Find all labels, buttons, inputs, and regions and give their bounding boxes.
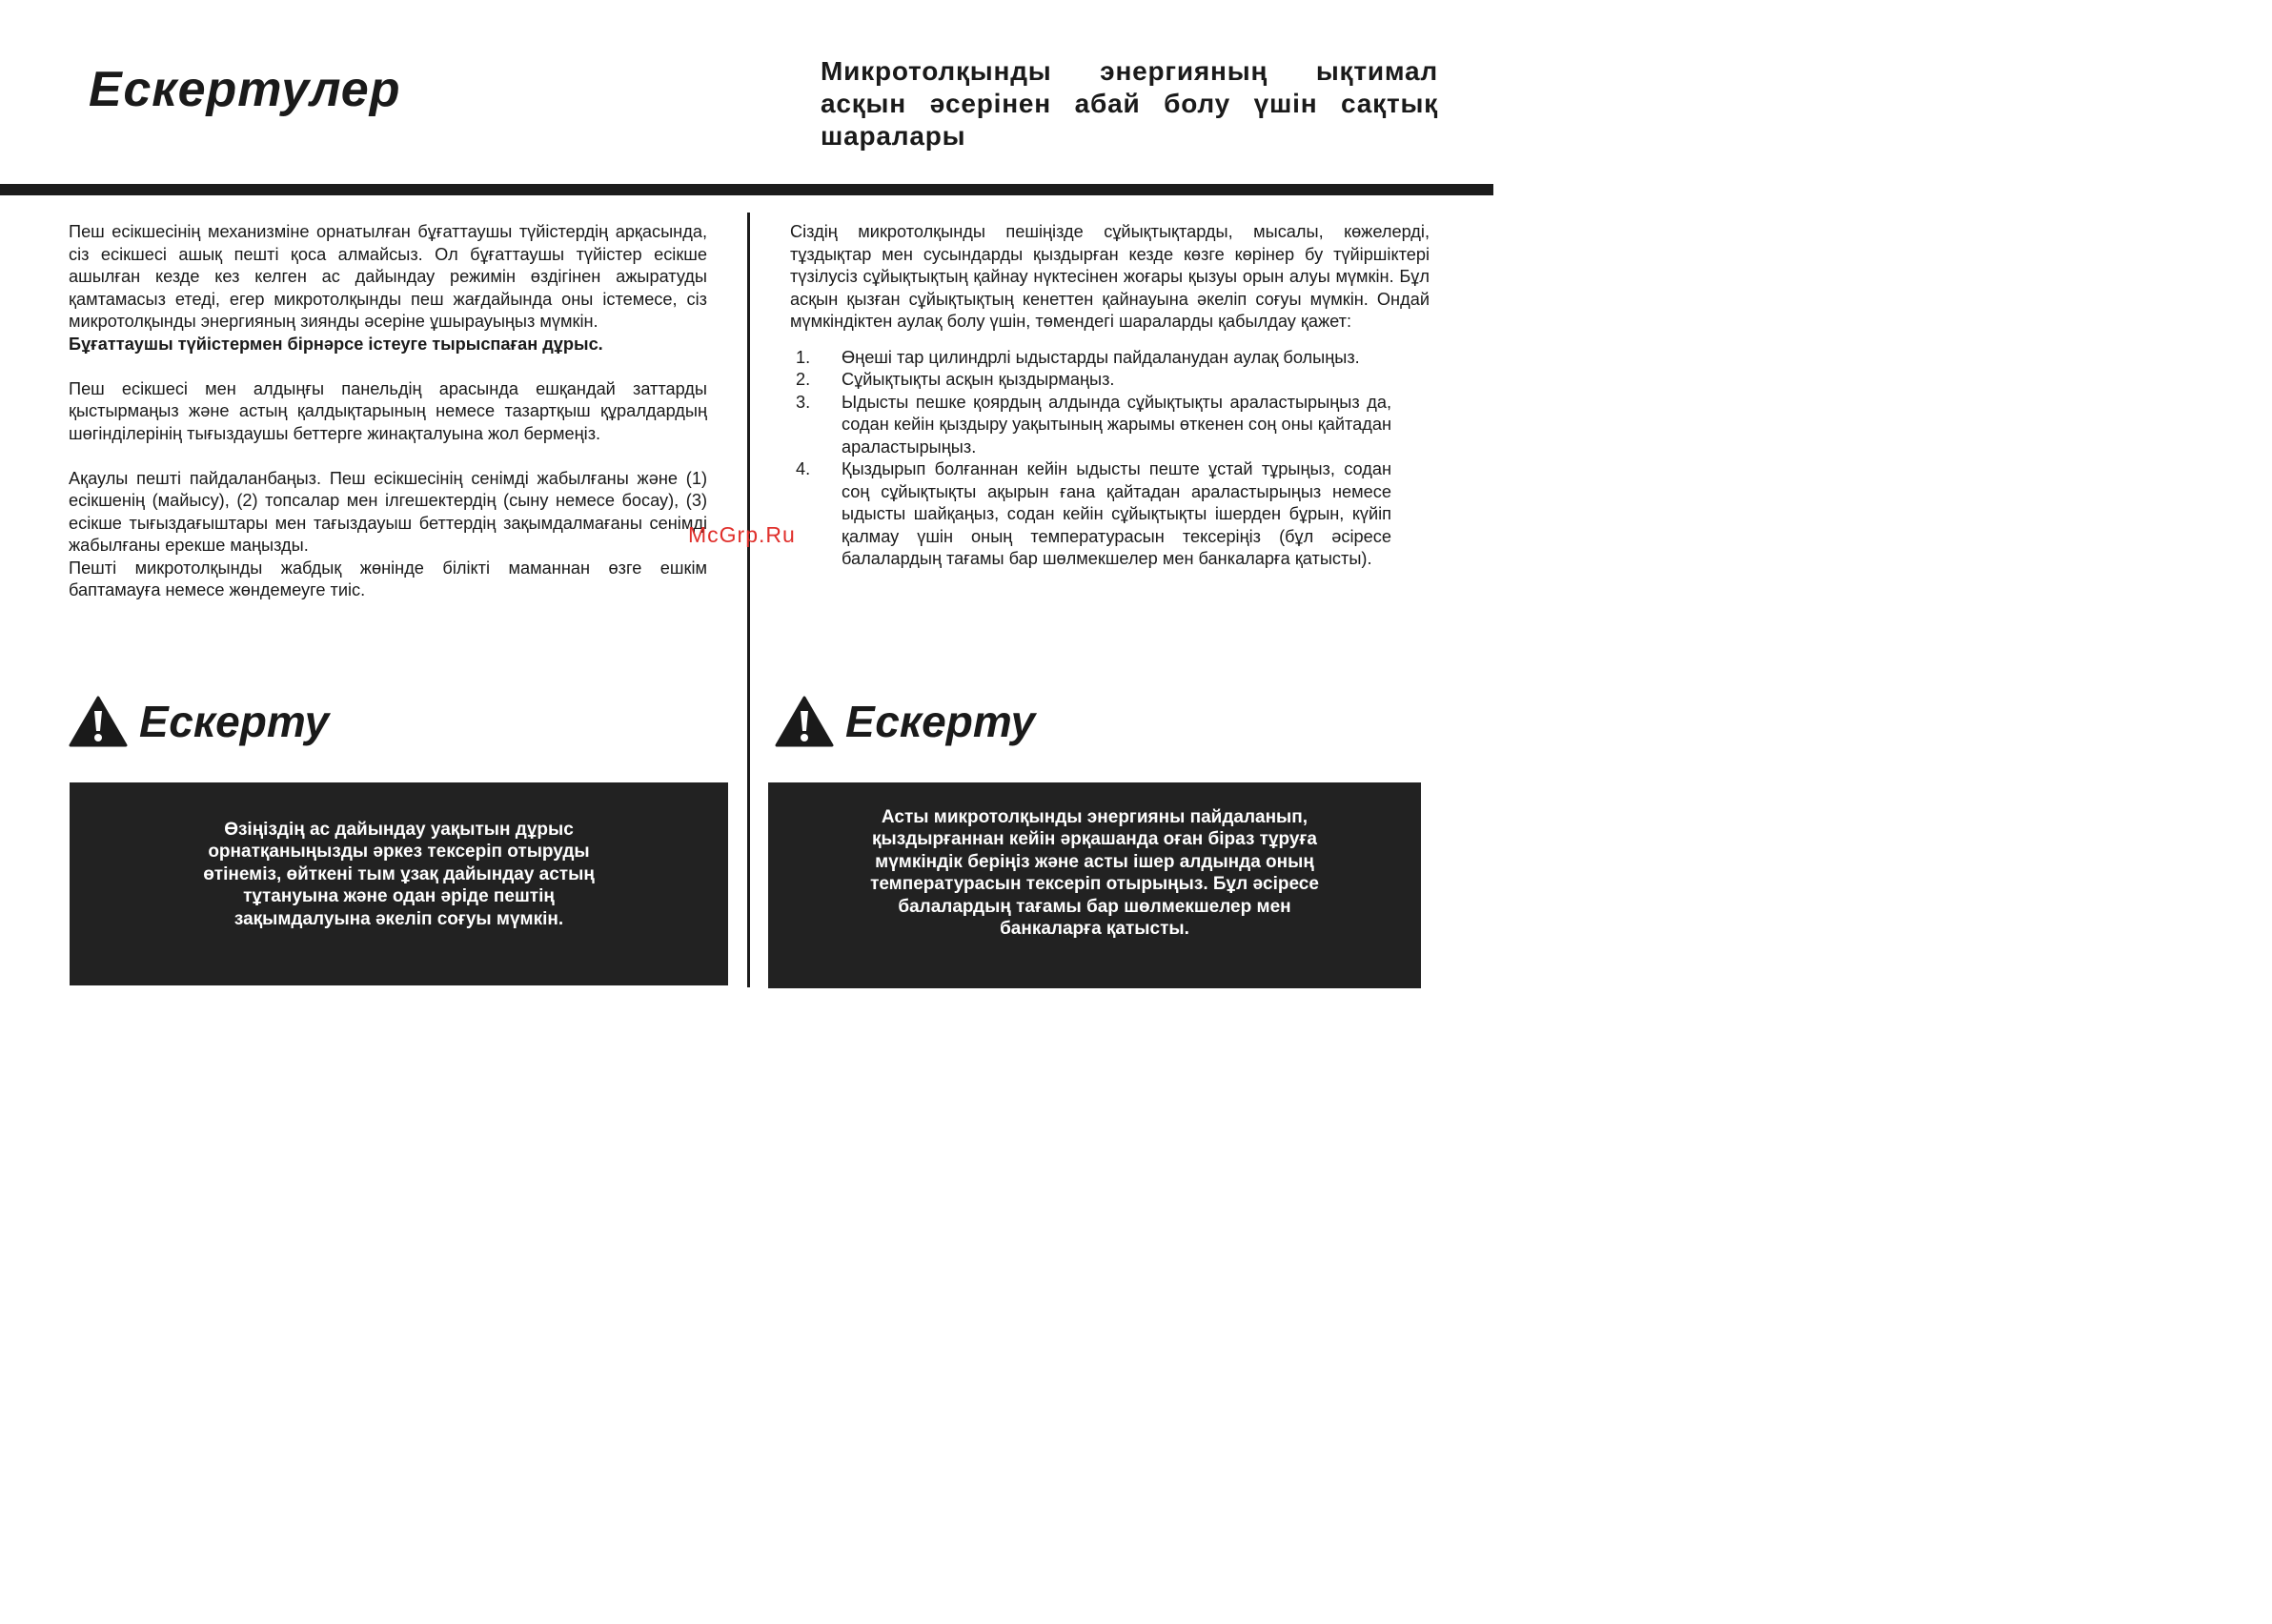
warning-triangle-icon [69,696,128,747]
list-item-text: Сұйықтықты асқын қыздырмаңыз. [842,370,1115,389]
left-column [69,221,707,602]
warning-heading-left [69,696,329,747]
list-item-text: Ыдысты пешке қоярдың алдында сұйықтықты араластырыңыз да, содан кейін қыздыру уақытының жарымы өткенен соң оны қайтадан араластырыңыз. [842,392,1391,457]
standing-time-warning-box [768,782,1421,988]
service-paragraph: Пешті микротолқынды жабдық жөнінде білікті маманнан өзге ешкім баптамауға немесе жөндемеуге тиіс. [69,558,707,599]
page-title: Ескертулер [89,62,401,117]
column-divider [747,213,750,987]
door-gap-paragraph: Пеш есікшесі мен алдыңғы панельдің арасында ешқандай заттарды қыстырмаңыз және астың қалдықтарының немесе тазартқыш құралдардың шөгінділерінің тығыздаушы беттерге жинақталуына жол бермеңіз. [69,378,707,443]
superheating-intro: Сіздің микротолқынды пешіңізде сұйықтықтарды, мысалы, көжелерді, тұздықтар мен сусындарды қыздырған кезде көзге көрінер бу түйіршіктері түзілусіз сұйықтықтың қайнау нүктесінен жоғары қызуы орын алуы мүмкін. Бұл асқын қызған сұйықтықтың кенеттен қайнауына әкеліп соғуы мүмкін. Ондай мүмкіндіктен аулақ болу үшін, төмендегі шараларды қабылдау қажет: [790,222,1430,331]
page-subtitle: Микротолқынды энергияның ықтимал асқын әсерінен абай болу үшін сақтық шаралары [821,56,1438,151]
warning-heading-right [775,696,1035,747]
list-item-number: 1. [796,347,811,367]
list-item-number: 3. [796,392,811,412]
right-column [790,221,1430,571]
interlock-paragraph: Пеш есікшесінің механизміне орнатылған бұғаттаушы түйістердің арқасында, сіз есікшесі ашық пешті қоса алмайсыз. Ол бұғаттаушы түйістер есікше ашылған кезде кез келген ас дайындау режимін өздігінен ажыратуды қамтамасыз етеді, егер микротолқынды пеш жағдайында оны істемесе, сіз микротолқынды энергияның зиянды әсеріне ұшырауыңыз мүмкін. [69,222,707,331]
precautions-list [790,347,1391,571]
warning-text: Өзіңіздің ас дайындау уақытын дұрыс орнатқаныңызды әркез тексеріп отыруды өтінеміз, өйткені тым ұзақ дайындау астың тұтануына және одан әріде пештің зақымдалуына әкеліп соғуы мүмкін. [203,819,595,929]
warning-title: Ескерту [139,697,330,746]
damaged-oven-paragraph: Ақаулы пешті пайдаланбаңыз. Пеш есікшесінің сенімді жабылғаны және (1) есікшенің (майысу), (2) топсалар мен ілгешектердің (сыну немесе босау), (3) есікше тығыздағыштары мен тағыздауыш беттердің зақымдалмағаны сенімді жабылғаны ерекше маңызды. [69,468,707,555]
list-item [790,347,1391,370]
list-item [790,458,1391,571]
list-item-text: Қыздырып болғаннан кейін ыдысты пеште ұстай тұрыңыз, содан соң сұйықтықты ақырын ғана қайтадан араластырыңыз немесе ыдысты шайқаңыз, содан кейін сұйықтықты ішерден бұрын, күйіп қалмау үшін оның температурасын тексеріңіз (бұл әсіресе балалардың тағамы бар шөлмекшелер мен банкаларға қатысты). [842,459,1391,568]
warning-text: Асты микротолқынды энергияны пайдаланып, қыздырғаннан кейін әрқашанда оған біраз тұруға мүмкіндік беріңіз және асты ішер алдында оның температурасын тексеріп отырыңыз. Бұл әсіресе балалардың тағамы бар шөлмекшелер мен банкаларға қатысты. [870,806,1319,939]
cooking-time-warning-box [70,782,728,985]
list-item-number: 4. [796,459,811,478]
list-item-text: Өңеші тар цилиндрлі ыдыстарды пайдаланудан аулақ болыңыз. [842,347,1360,367]
header-rule [0,184,1493,195]
watermark: McGrp.Ru [688,522,796,547]
list-item [790,392,1391,459]
interlock-warning-bold: Бұғаттаушы түйістермен бірнәрсе істеуге тырыспаған дұрыс. [69,334,603,354]
list-item-number: 2. [796,370,811,389]
warning-title: Ескерту [845,697,1036,746]
warning-triangle-icon [775,696,834,747]
list-item [790,369,1391,392]
